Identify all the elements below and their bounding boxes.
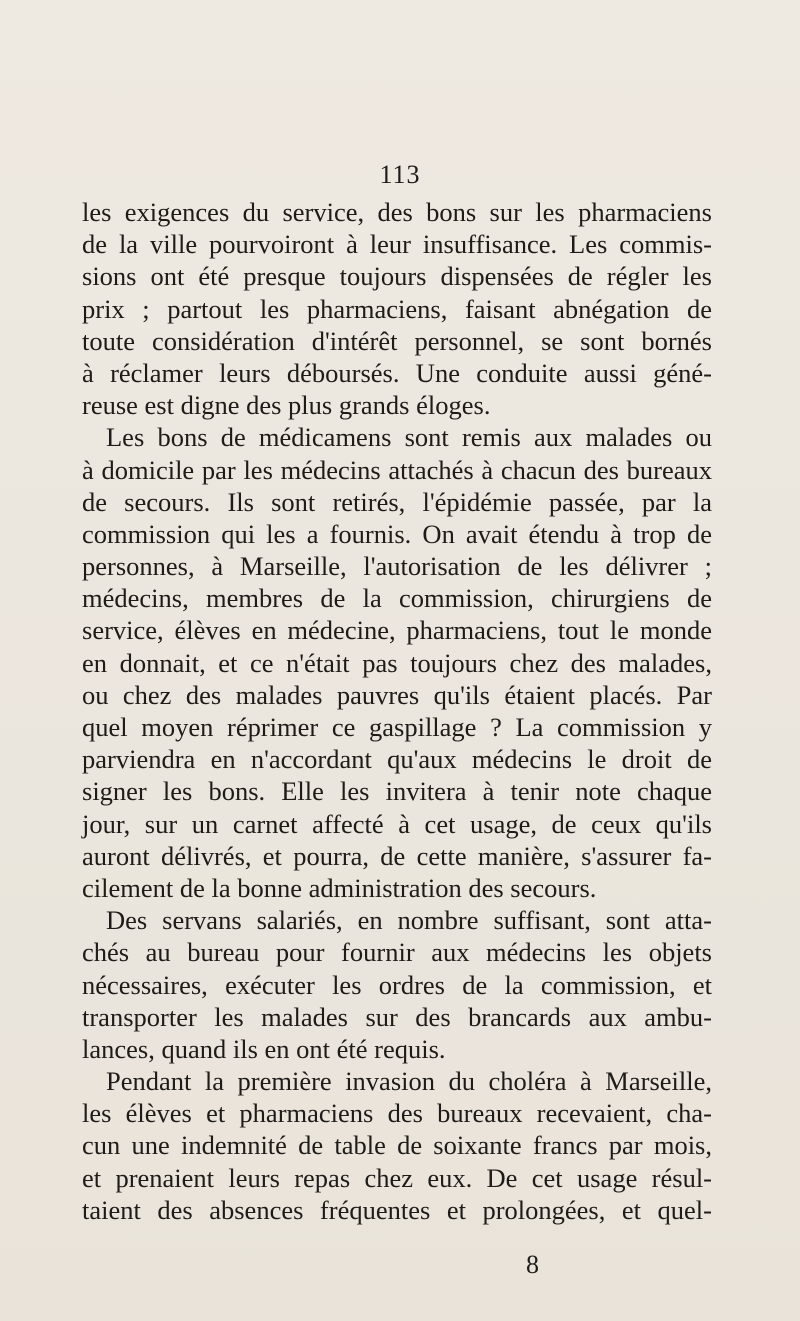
text-line: cilement de la bonne administration des secours.	[82, 872, 597, 903]
text-line: Des servans salariés, en nombre suffisant, sont atta-	[106, 905, 712, 936]
text-line: à domicile par les médecins attachés à chacun des bureaux	[82, 454, 712, 485]
text-line: transporter les malades sur des brancards aux ambu-	[82, 1001, 712, 1032]
text-line: lances, quand ils en ont été requis.	[82, 1033, 446, 1064]
text-line: à réclamer leurs déboursés. Une conduite aussi géné-	[82, 357, 712, 388]
text-line: toute considération d'intérêt personnel, se sont bornés	[82, 325, 712, 356]
text-line: signer les bons. Elle les invitera à tenir note chaque	[82, 776, 712, 807]
text-line: reuse est digne des plus grands éloges.	[82, 390, 491, 421]
text-line: service, élèves en médecine, pharmaciens, tout le monde	[82, 615, 712, 646]
text-line: Les bons de médicamens sont remis aux malades ou	[106, 422, 712, 453]
text-line: taient des absences fréquentes et prolongées, et quel-	[82, 1194, 712, 1225]
text-line: médecins, membres de la commission, chirurgiens de	[82, 583, 712, 614]
signature-mark: 8	[526, 1250, 539, 1279]
text-line: jour, sur un carnet affecté à cet usage, de ceux qu'ils	[82, 808, 712, 839]
text-line: auront délivrés, et pourra, de cette manière, s'assurer fa-	[82, 840, 712, 871]
text-line: parviendra en n'accordant qu'aux médecins le droit de	[82, 744, 712, 775]
text-line: ou chez des malades pauvres qu'ils étaient placés. Par	[82, 679, 712, 710]
text-line: et prenaient leurs repas chez eux. De cet usage résul-	[82, 1162, 712, 1193]
text-line: commission qui les a fournis. On avait étendu à trop de	[82, 518, 712, 549]
body-text	[82, 196, 712, 1226]
text-line: les exigences du service, des bons sur les pharmaciens	[82, 197, 712, 227]
text-line: de la ville pourvoiront à leur insuffisance. Les commis-	[82, 229, 712, 260]
text-line: les élèves et pharmaciens des bureaux recevaient, cha-	[82, 1098, 712, 1129]
text-line: chés au bureau pour fournir aux médecins les objets	[82, 937, 712, 968]
text-line: en donnait, et ce n'était pas toujours chez des malades,	[82, 647, 712, 678]
text-line: de secours. Ils sont retirés, l'épidémie passée, par la	[82, 486, 712, 517]
page-number: 113	[379, 160, 421, 189]
text-line: personnes, à Marseille, l'autorisation de les délivrer ;	[82, 551, 712, 582]
text-line: prix ; partout les pharmaciens, faisant abnégation de	[82, 293, 712, 324]
text-line: nécessaires, exécuter les ordres de la commission, et	[82, 969, 712, 1000]
text-line: cun une indemnité de table de soixante francs par mois,	[82, 1130, 712, 1161]
text-line: sions ont été presque toujours dispensées de régler les	[82, 261, 712, 292]
text-line: Pendant la première invasion du choléra à Marseille,	[106, 1066, 712, 1097]
text-line: quel moyen réprimer ce gaspillage ? La commission y	[82, 712, 712, 742]
